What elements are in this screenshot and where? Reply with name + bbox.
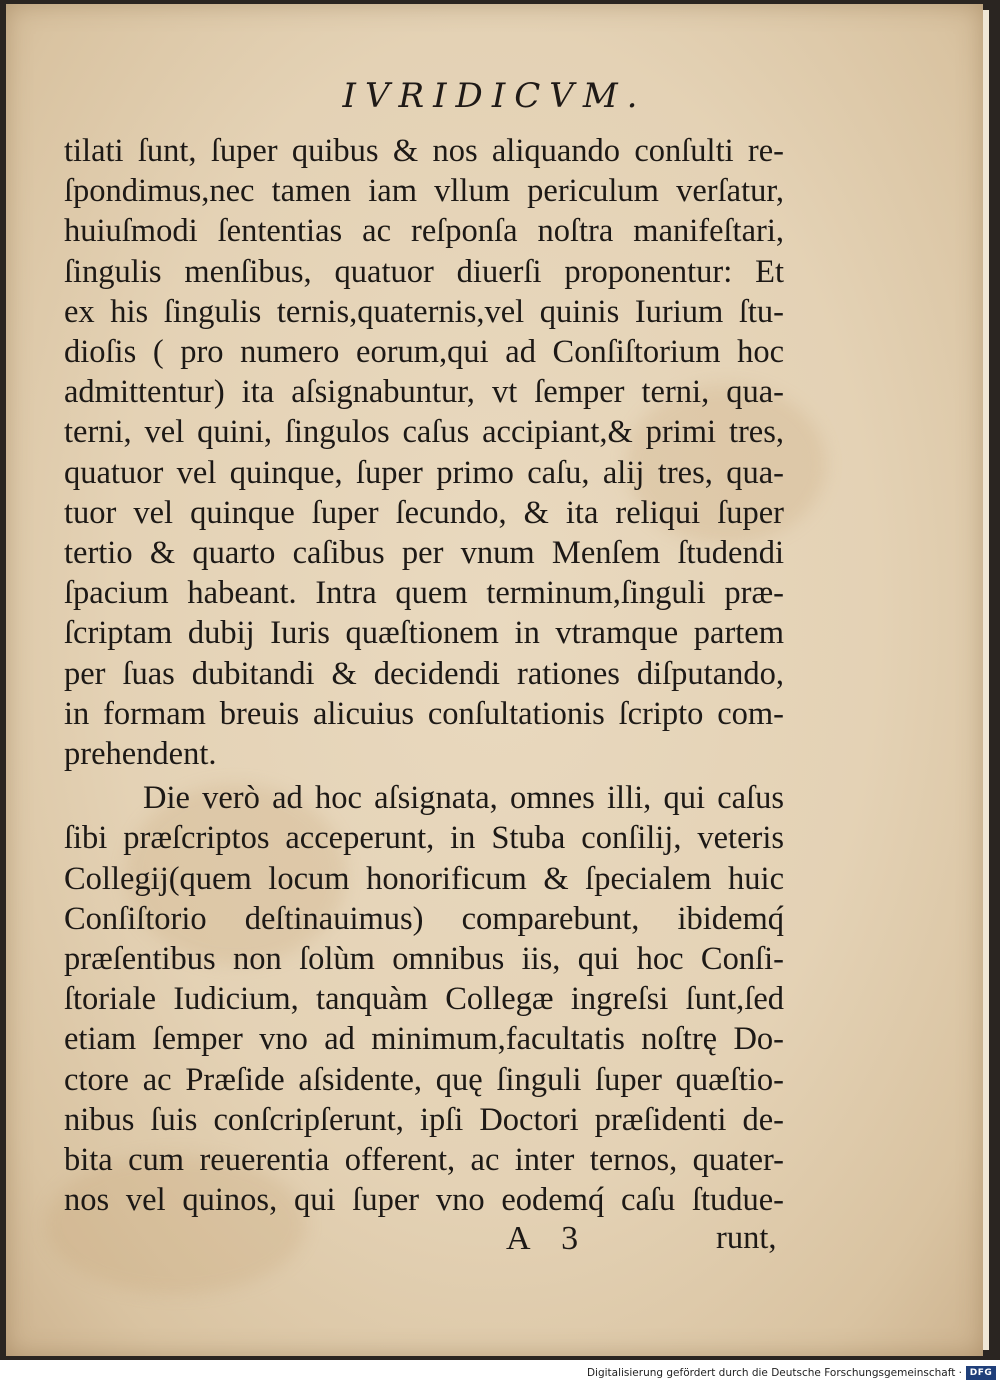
running-head: IVRIDICVM.: [342, 76, 647, 116]
text-line: admittentur) ita aſsignabuntur, vt ſemper terni, qua-: [64, 374, 784, 410]
book-page: [6, 4, 983, 1356]
text-line: nos vel quinos, qui ſuper vno eodemq́ caſu ſtudue-: [64, 1182, 784, 1218]
text-line: tuor vel quinque ſuper ſecundo, & ita reliqui ſuper: [64, 495, 784, 531]
text-line: terni, vel quini, ſingulos caſus accipiant,& primi tres,: [64, 414, 784, 450]
text-line: Conſiſtorio deſtinauimus) comparebunt, ibidemq́: [64, 901, 784, 937]
text-line: ſingulis menſibus, quatuor diuerſi proponentur: Et: [64, 254, 784, 290]
text-line: etiam ſemper vno ad minimum,facultatis noſtrę Do-: [64, 1021, 784, 1057]
text-line: ctore ac Præſide aſsidente, quę ſinguli ſuper quæſtio-: [64, 1062, 784, 1098]
text-line: bita cum reuerentia offerent, ac inter ternos, quater-: [64, 1142, 784, 1178]
text-line: in formam breuis alicuius conſultationis ſcripto com-: [64, 696, 784, 732]
text-line: tertio & quarto caſibus per vnum Menſem ſtudendi: [64, 535, 784, 571]
text-line: tilati ſunt, ſuper quibus & nos aliquando conſulti re-: [64, 133, 784, 169]
text-line: quatuor vel quinque, ſuper primo caſu, alij tres, qua-: [64, 455, 784, 491]
text-line: Die verò ad hoc aſsignata, omnes illi, qui caſus: [143, 780, 784, 816]
text-line: prehendent.: [64, 736, 217, 772]
catchword: runt,: [716, 1220, 777, 1256]
text-line: dioſis ( pro numero eorum,qui ad Conſiſtorium hoc: [64, 334, 784, 370]
text-line: ſcriptam dubij Iuris quæſtionem in vtramque partem: [64, 615, 784, 651]
text-line: huiuſmodi ſententias ac reſponſa noſtra manifeſtari,: [64, 213, 784, 249]
page-edge: [983, 10, 989, 1350]
text-line: ſpondimus,nec tamen iam vllum periculum verſatur,: [64, 173, 784, 209]
dfg-logo-icon: DFG: [966, 1366, 996, 1380]
text-line: ex his ſingulis ternis,quaternis,vel quinis Iurium ſtu-: [64, 294, 784, 330]
text-line: Collegij(quem locum honorificum & ſpecialem huic: [64, 861, 784, 897]
text-line: ſtoriale Iudicium, tanquàm Collegæ ingreſsi ſunt,ſed: [64, 981, 784, 1017]
text-line: ſibi præſcriptos acceperunt, in Stuba conſilij, veteris: [64, 820, 784, 856]
signature-mark: A 3: [506, 1220, 591, 1257]
text-line: ſpacium habeant. Intra quem terminum,ſinguli præ-: [64, 575, 784, 611]
text-line: nibus ſuis conſcripſerunt, ipſi Doctori præſidenti de-: [64, 1102, 784, 1138]
digitization-credit: Digitalisierung gefördert durch die Deutsche Forschungsgemeinschaft ·: [586, 1367, 962, 1379]
text-line: præſentibus non ſolùm omnibus iis, qui hoc Conſi-: [64, 941, 784, 977]
text-line: per ſuas dubitandi & decidendi rationes diſputando,: [64, 656, 784, 692]
footer-bar: [0, 1360, 1000, 1388]
